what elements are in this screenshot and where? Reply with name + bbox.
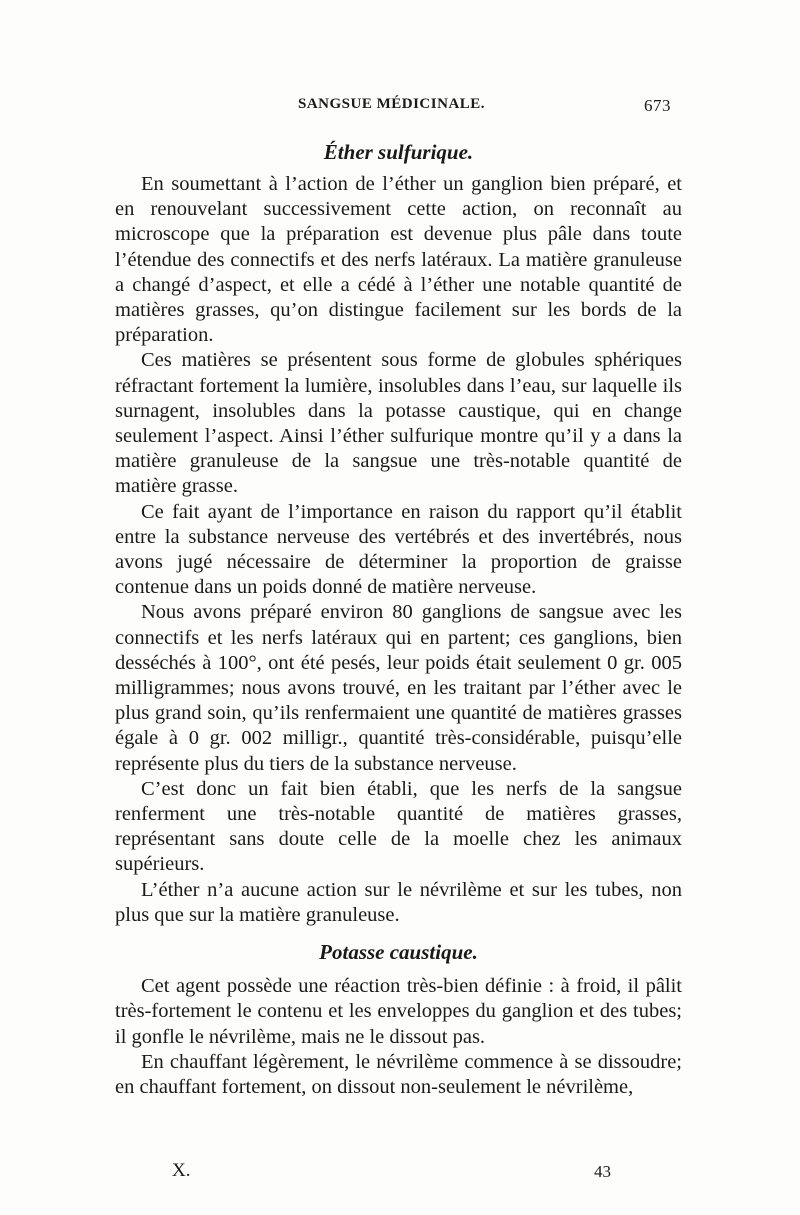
- paragraph: Cet agent possède une réaction très-bien définie : à froid, il pâlit très-fortement le contenu et les enveloppes du ganglion et des tubes; il gonfle le névrilème, mais ne le dissout pas.: [115, 975, 682, 1048]
- running-title: SANGSUE MÉDICINALE.: [298, 96, 486, 112]
- paragraph: Ces matières se présentent sous forme de globules sphériques réfractant fortement la lumière, insolubles dans l’eau, sur laquelle ils surnagent, insolubles dans la potasse caustique, qui en change seulement l’aspect. Ainsi l’éther sulfurique montre qu’il y a dans la matière granuleuse de la sangsue une très-notable quantité de matière grasse.: [115, 349, 682, 498]
- page-footer: [0, 1160, 800, 1184]
- paragraph: Ce fait ayant de l’importance en raison du rapport qu’il établit entre la substance nerveuse des vertébrés et des invertébrés, nous avons jugé nécessaire de déterminer la proportion de graisse contenue dans un poids donné de matière nerveuse.: [115, 500, 682, 599]
- body-text: [115, 138, 682, 1100]
- section-heading-ether: Éther sulfurique.: [323, 140, 474, 164]
- paragraph: Nous avons préparé environ 80 ganglions de sangsue avec les connectifs et les nerfs latéraux qui en partent; ces ganglions, bien desséchés à 100°, ont été pesés, leur poids était seulement 0 gr. 005 milligrammes; nous avons trouvé, en les traitant par l’éther avec le plus grand soin, qu’ils renfermaient une quantité de matières grasses égale à 0 gr. 002 milligr., quantité très-considérable, puisqu’elle représente plus du tiers de la substance nerveuse.: [115, 601, 682, 775]
- paragraph: C’est donc un fait bien établi, que les nerfs de la sangsue renferment une très-notable quantité de matières grasses, représentant sans doute celle de la moelle chez les animaux supérieurs.: [115, 777, 682, 876]
- section-heading-potasse: Potasse caustique.: [319, 940, 478, 965]
- paragraph: En chauffant légèrement, le névrilème commence à se dissoudre; en chauffant fortement, on dissout non-seulement le névrilème,: [115, 1050, 682, 1098]
- paragraph: L’éther n’a aucune action sur le névrilème et sur les tubes, non plus que sur la matière granuleuse.: [115, 878, 682, 926]
- sheet-number: 43: [594, 1162, 611, 1181]
- page-number: 673: [644, 96, 671, 115]
- paragraph: En soumettant à l’action de l’éther un ganglion bien préparé, et en renouvelant successivement cette action, on reconnaît au microscope que la préparation est devenue plus pâle dans toute l’étendue des connectifs et des nerfs latéraux. La matière granuleuse a changé d’aspect, et elle a cédé à l’éther une notable quantité de matières grasses, qu’on distingue facilement sur les bords de la préparation.: [115, 173, 682, 347]
- signature-mark: X.: [172, 1160, 191, 1181]
- running-header: [0, 96, 800, 118]
